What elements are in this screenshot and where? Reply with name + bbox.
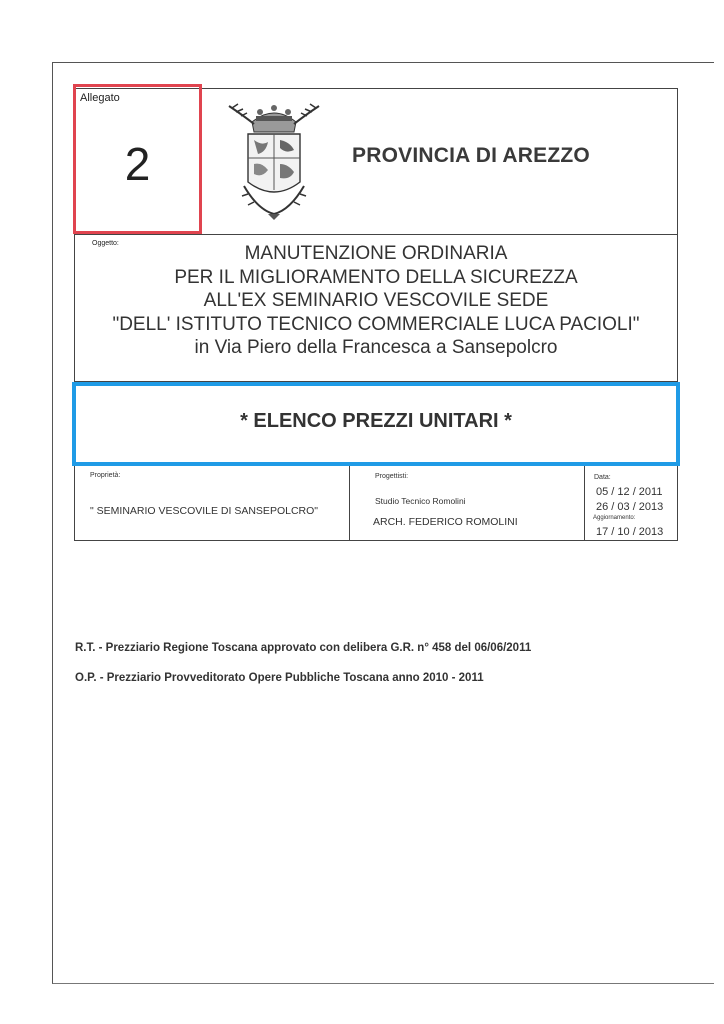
reference-rt: R.T. - Prezziario Regione Toscana approvato con delibera G.R. n° 458 del 06/06/2011 xyxy=(75,642,532,654)
divider-info-vertical-1 xyxy=(349,466,350,541)
data-label: Data: xyxy=(594,474,611,481)
elenco-box xyxy=(72,382,680,466)
oggetto-line: MANUTENZIONE ORDINARIA xyxy=(244,243,508,264)
aggiornamento-label: Aggiornamento: xyxy=(593,515,636,521)
allegato-number: 2 xyxy=(124,138,151,190)
architect-name: ARCH. FEDERICO ROMOLINI xyxy=(373,516,518,528)
date-1: 05 / 12 / 2011 xyxy=(596,486,663,498)
divider-header xyxy=(74,234,678,235)
oggetto-line: ALL'EX SEMINARIO VESCOVILE SEDE xyxy=(203,290,549,311)
allegato-label: Allegato xyxy=(80,92,120,104)
oggetto-line: "DELL' ISTITUTO TECNICO COMMERCIALE LUCA PACIOLI" xyxy=(112,313,640,335)
progettisti-label: Progettisti: xyxy=(375,473,409,480)
oggetto-line: PER IL MIGLIORAMENTO DELLA SICUREZZA xyxy=(174,266,578,288)
studio-name: Studio Tecnico Romolini xyxy=(375,496,466,506)
elenco-title: * ELENCO PREZZI UNITARI * xyxy=(240,410,512,432)
coat-of-arms-icon xyxy=(224,98,324,222)
date-3: 17 / 10 / 2013 xyxy=(596,526,664,538)
reference-op: O.P. - Prezziario Provveditorato Opere Pubbliche Toscana anno 2010 - 2011 xyxy=(75,672,484,684)
oggetto-line: in Via Piero della Francesca a Sansepolcro xyxy=(194,337,558,358)
divider-info-vertical-2 xyxy=(584,466,585,541)
provincia-title: PROVINCIA DI AREZZO xyxy=(352,144,590,167)
proprieta-value: " SEMINARIO VESCOVILE DI SANSEPOLCRO" xyxy=(90,505,319,517)
proprieta-label: Proprietà: xyxy=(90,472,121,479)
oggetto-label: Oggetto: xyxy=(92,240,119,247)
allegato-box xyxy=(73,84,202,234)
date-2: 26 / 03 / 2013 xyxy=(596,501,664,513)
oggetto-title xyxy=(74,242,678,360)
